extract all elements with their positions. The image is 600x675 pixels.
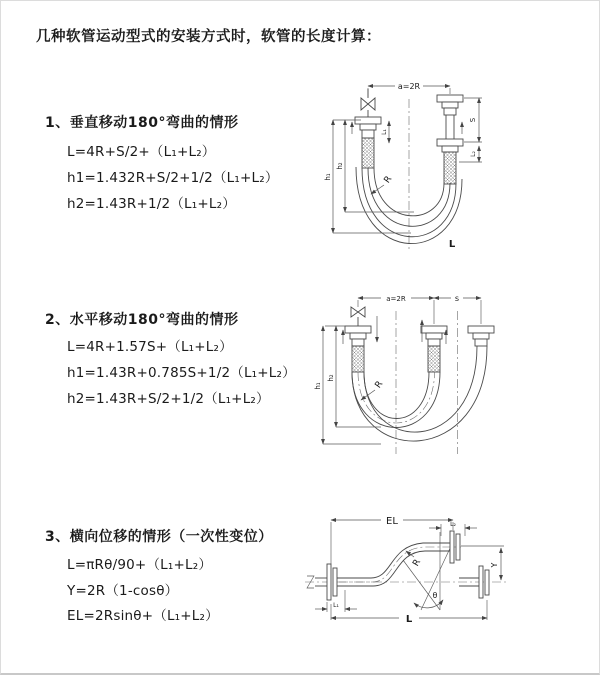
section-2-formula-h1: h1=1.43R+0.785S+1/2（L₁+L₂） (67, 365, 296, 381)
page-title: 几种软管运动型式的安装方式时，软管的长度计算： (36, 29, 381, 45)
middle-braided-hose (428, 346, 440, 372)
angle-construction (403, 532, 452, 610)
section-1-heading: 1、垂直移动180°弯曲的情形 (45, 115, 239, 131)
dim-label-length: L (405, 614, 413, 625)
dimension-move-s (434, 294, 481, 303)
dim-label-l2: L₂ (450, 521, 456, 528)
dimension-top-width (358, 295, 434, 303)
diagram-vertical-180-bend (311, 71, 591, 261)
dim-label-r: R (411, 557, 424, 569)
valve-icon (361, 89, 375, 117)
middle-flange (421, 326, 447, 346)
section-1-formula-h1: h1=1.432R+S/2+1/2（L₁+L₂） (67, 170, 279, 186)
dim-label-el: EL (386, 516, 398, 527)
section-2-heading: 2、水平移动180°弯曲的情形 (45, 312, 239, 328)
dimension-l1 (381, 121, 389, 143)
diagram-lateral-displacement (301, 506, 600, 651)
right-flange (468, 326, 494, 346)
right-flange-lower (437, 139, 463, 152)
dim-label-length: L (448, 239, 456, 250)
section-1-formula-h2: h2=1.43R+1/2（L₁+L₂） (67, 196, 236, 212)
dim-label-l2: L₂ (470, 151, 477, 157)
section-3-formula-EL: EL=2Rsinθ+（L₁+L₂） (67, 608, 219, 624)
diagram-horizontal-180-bend (309, 286, 594, 466)
radius-callout (406, 551, 423, 568)
dim-label-l1: L₁ (381, 129, 388, 135)
right-flange-upper (437, 95, 463, 115)
dim-label-r: R (382, 174, 395, 186)
dim-label-h1: h₁ (314, 382, 322, 390)
section-3-heading: 3、横向位移的情形（一次性变位） (45, 529, 273, 545)
section-2-formula-L: L=4R+1.57S+（L₁+L₂） (67, 339, 233, 355)
dim-label-r: R (373, 379, 386, 391)
dim-label-h2: h₂ (327, 374, 335, 382)
right-braided-hose (444, 152, 456, 184)
valve-icon (351, 307, 365, 326)
dim-label-s: S (469, 117, 477, 123)
dim-label-y: Y (490, 562, 499, 568)
dimension-s (464, 98, 482, 142)
left-braided-hose (352, 346, 364, 372)
left-flange (345, 326, 371, 346)
dim-label-s: s (454, 294, 460, 303)
section-1-formula-L: L=4R+S/2+（L₁+L₂） (67, 144, 216, 160)
dimension-h2 (336, 120, 414, 212)
dimension-h1 (314, 326, 381, 444)
dim-label-h2: h₂ (336, 162, 344, 170)
section-2-formula-h2: h2=1.43R+S/2+1/2（L₁+L₂） (67, 391, 270, 407)
dimension-el (331, 516, 453, 564)
dim-label-h1: h₁ (324, 173, 332, 181)
dim-label-a2r: a=2R (397, 82, 421, 91)
dimension-l (331, 600, 487, 625)
section-3-formula-L: L=πRθ/90+（L₁+L₂） (67, 557, 213, 573)
dim-label-a2r: a=2R (386, 295, 406, 303)
dim-label-l1: L₁ (333, 602, 339, 609)
dim-label-theta: θ (432, 591, 438, 600)
left-braided-hose (362, 138, 374, 168)
dimension-l2 (459, 146, 482, 162)
section-3-formula-Y: Y=2R（1-cosθ） (67, 583, 179, 599)
